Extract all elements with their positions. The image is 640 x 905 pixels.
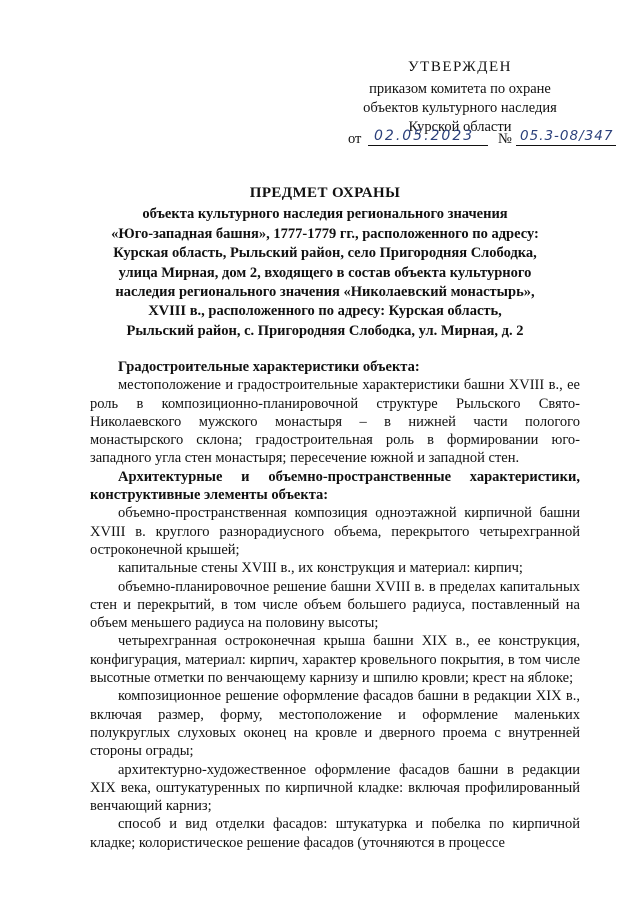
number-underline [516, 145, 616, 146]
heading-line: Курская область, Рыльский район, село Пригородняя Слободка, [113, 245, 537, 262]
paragraph-facade-decoration: архитектурно-художественное оформление фасадов башни в редакции XIX века, оштукатуренных по кирпичной кладке: включая профилированный венчающий карниз; [90, 761, 580, 815]
approval-date-number-line [348, 128, 618, 150]
paragraph-planning: объемно-планировочное решение башни XVIII в. в пределах капитальных стен и перекрытий, в том числе объем большего радиуса, поставленный на объем меньшего радиуса на половину высоты; [90, 578, 580, 632]
number-label: № [498, 131, 512, 147]
approval-line-3: Курской области [408, 119, 512, 135]
heading-line: XVIII в., расположенного по адресу: Курская область, [148, 303, 502, 320]
handwritten-date: 02.05.2023 [374, 128, 475, 144]
document-heading [90, 184, 560, 341]
approval-line-2: объектов культурного наследия [363, 100, 557, 116]
section-title-urban: Градостроительные характеристики объекта: [118, 359, 420, 375]
paragraph-finishing: способ и вид отделки фасадов: штукатурка и побелка по кирпичной кладке; колористическое решение фасадов (уточняются в процессе [90, 816, 580, 851]
heading-line: объекта культурного наследия регионального значения [142, 206, 508, 223]
approval-title: УТВЕРЖДЕН [408, 59, 512, 75]
paragraph-walls: капитальные стены XVIII в., их конструкция и материал: кирпич; [118, 560, 523, 577]
approval-line-1: приказом комитета по охране [369, 81, 551, 97]
handwritten-number: 05.3-08/347 [520, 128, 614, 144]
paragraph-roof: четырехгранная остроконечная крыша башни XIX в., ее конструкция, конфигурация, материал: кирпич, характер кровельного покрытия, в том числе высотные отметки по венчающему карнизу и шпилю кровли; крест на яблоке; [90, 633, 580, 687]
heading-line: «Юго-западная башня», 1777-1779 гг., расположенного по адресу: [111, 225, 539, 242]
heading-line: наследия регионального значения «Николаевский монастырь», [115, 284, 535, 301]
heading-line: улица Мирная, дом 2, входящего в состав объекта культурного [118, 264, 532, 281]
date-underline [368, 145, 488, 146]
from-label: от [348, 131, 362, 147]
approval-block [340, 58, 580, 137]
section-title-architecture: Архитектурные и объемно-пространственные характеристики, конструктивные элементы объекта: [90, 468, 580, 504]
page-title: ПРЕДМЕТ ОХРАНЫ [249, 185, 401, 201]
paragraph-location: местоположение и градостроительные характеристики башни XVIII в., ее роль в композиционно-планировочной структуре Рыльского Свято-Николаевского мужского монастыря – в нижней части пологого монастырского склона; градостроительная роль в формировании юго-западного угла стен монастыря; пересечение южной и западной стен. [90, 377, 580, 467]
document-body [90, 358, 580, 852]
paragraph-facade-composition: композиционное решение оформление фасадов башни в редакции XIX в., включая размер, форму, местоположение и оформление маленьких полукруглых слуховых оконец на кровле и дверного проема с внутренней стороны ограды; [90, 688, 580, 760]
heading-line: Рыльский район, с. Пригородняя Слободка, ул. Мирная, д. 2 [126, 322, 524, 339]
paragraph-composition: объемно-пространственная композиция одноэтажной кирпичной башни XVIII в. круглого разнорадиусного объема, перекрытого четырехгранной остроконечной крышей; [90, 505, 580, 558]
